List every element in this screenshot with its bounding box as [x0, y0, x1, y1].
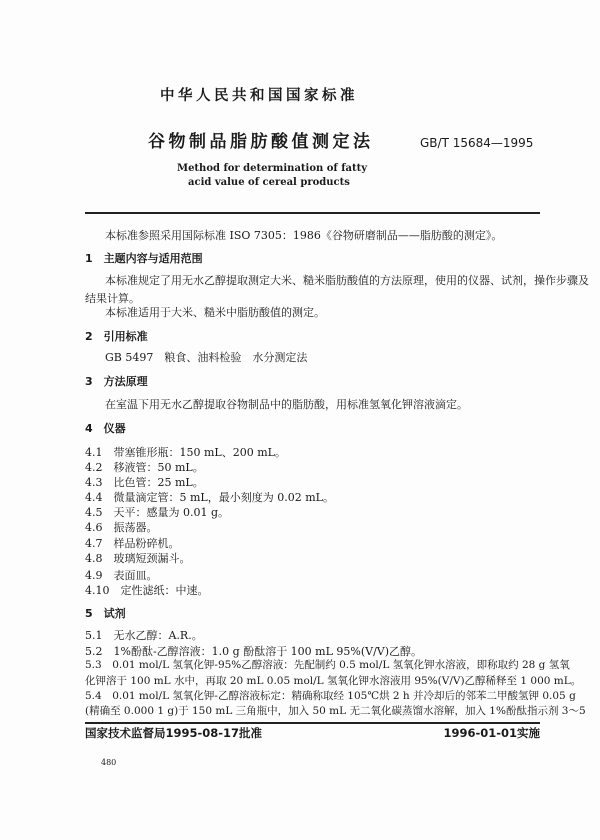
reagent-item-cont: 化钾溶于 100 mL 水中，再取 20 mL 0.05 mol/L 氢氧化钾水溶液用 95%(V/V)乙醇稀释至 1 000 mL。	[85, 675, 582, 687]
national-standard-label: 中华人民共和国国家标准	[160, 88, 358, 104]
header-rule	[85, 212, 540, 214]
footer-rule	[85, 722, 540, 724]
section-1-paragraph: 本标准规定了用无水乙醇提取测定大米、糙米脂肪酸值的方法原理，使用的仪器、试剂，操作步骤及	[105, 274, 589, 287]
apparatus-item: 4.7 样品粉碎机。	[85, 537, 180, 550]
apparatus-item: 4.8 玻璃短颈漏斗。	[85, 552, 191, 565]
section-4-heading: 4 仪器	[85, 422, 126, 435]
section-3-heading: 3 方法原理	[85, 375, 148, 388]
apparatus-item: 4.9 表面皿。	[85, 569, 158, 582]
apparatus-item: 4.2 移液管：50 mL。	[85, 461, 204, 474]
standard-number: GB/T 15684—1995	[420, 136, 534, 150]
section-1-heading: 1 主题内容与适用范围	[85, 252, 203, 265]
document-title-en-line1: Method for determination of fatty	[177, 163, 368, 174]
apparatus-item: 4.10 定性滤纸：中速。	[85, 584, 209, 597]
reagent-item: 5.1 无水乙醇：A.R.。	[85, 629, 203, 642]
section-5-heading: 5 试剂	[85, 607, 126, 620]
reagent-item-cont: (精确至 0.000 1 g)于 150 mL 三角瓶中，加入 50 mL 无二氧化碳蒸馏水溶解，加入 1%酚酞指示剂 3～5	[85, 705, 586, 717]
reagent-item: 5.3 0.01 mol/L 氢氧化钾-95%乙醇溶液：先配制约 0.5 mol/L 氢氧化钾水溶液，即称取约 28 g 氢氧	[85, 659, 570, 671]
section-3-text: 在室温下用无水乙醇提取谷物制品中的脂肪酸，用标准氢氧化钾溶液滴定。	[105, 398, 468, 411]
normative-reference: GB 5497 粮食、油料检验 水分测定法	[105, 351, 308, 364]
apparatus-item: 4.5 天平：感量为 0.01 g。	[85, 506, 230, 519]
apparatus-item: 4.6 振荡器。	[85, 521, 158, 534]
apparatus-item: 4.3 比色管：25 mL。	[85, 476, 204, 489]
effective-date: 1996-01-01实施	[443, 726, 540, 740]
approval-date: 国家技术监督局1995-08-17批准	[85, 726, 263, 740]
reagent-item: 5.4 0.01 mol/L 氢氧化钾-乙醇溶液标定：精确称取经 105℃烘 2 h 并冷却后的邻苯二甲酸氢钾 0.05 g	[85, 690, 576, 702]
section-2-heading: 2 引用标准	[85, 330, 148, 343]
apparatus-item: 4.4 微量滴定管：5 mL，最小刻度为 0.02 mL。	[85, 491, 334, 504]
apparatus-item: 4.1 带塞锥形瓶：150 mL、200 mL。	[85, 446, 286, 459]
document-title-cn: 谷物制品脂肪酸值测定法	[148, 132, 374, 152]
intro-paragraph: 本标准参照采用国际标准 ISO 7305：1986《谷物研磨制品——脂肪酸的测定》。	[105, 229, 503, 242]
document-title-en-line2: acid value of cereal products	[188, 177, 350, 188]
section-1-paragraph-cont: 结果计算。	[85, 292, 140, 305]
page-number: 480	[101, 758, 117, 767]
reagent-item: 5.2 1%酚酞-乙醇溶液：1.0 g 酚酞溶于 100 mL 95%(V/V)乙醇。	[85, 645, 423, 658]
section-1-scope: 本标准适用于大米、糙米中脂肪酸值的测定。	[105, 306, 325, 319]
